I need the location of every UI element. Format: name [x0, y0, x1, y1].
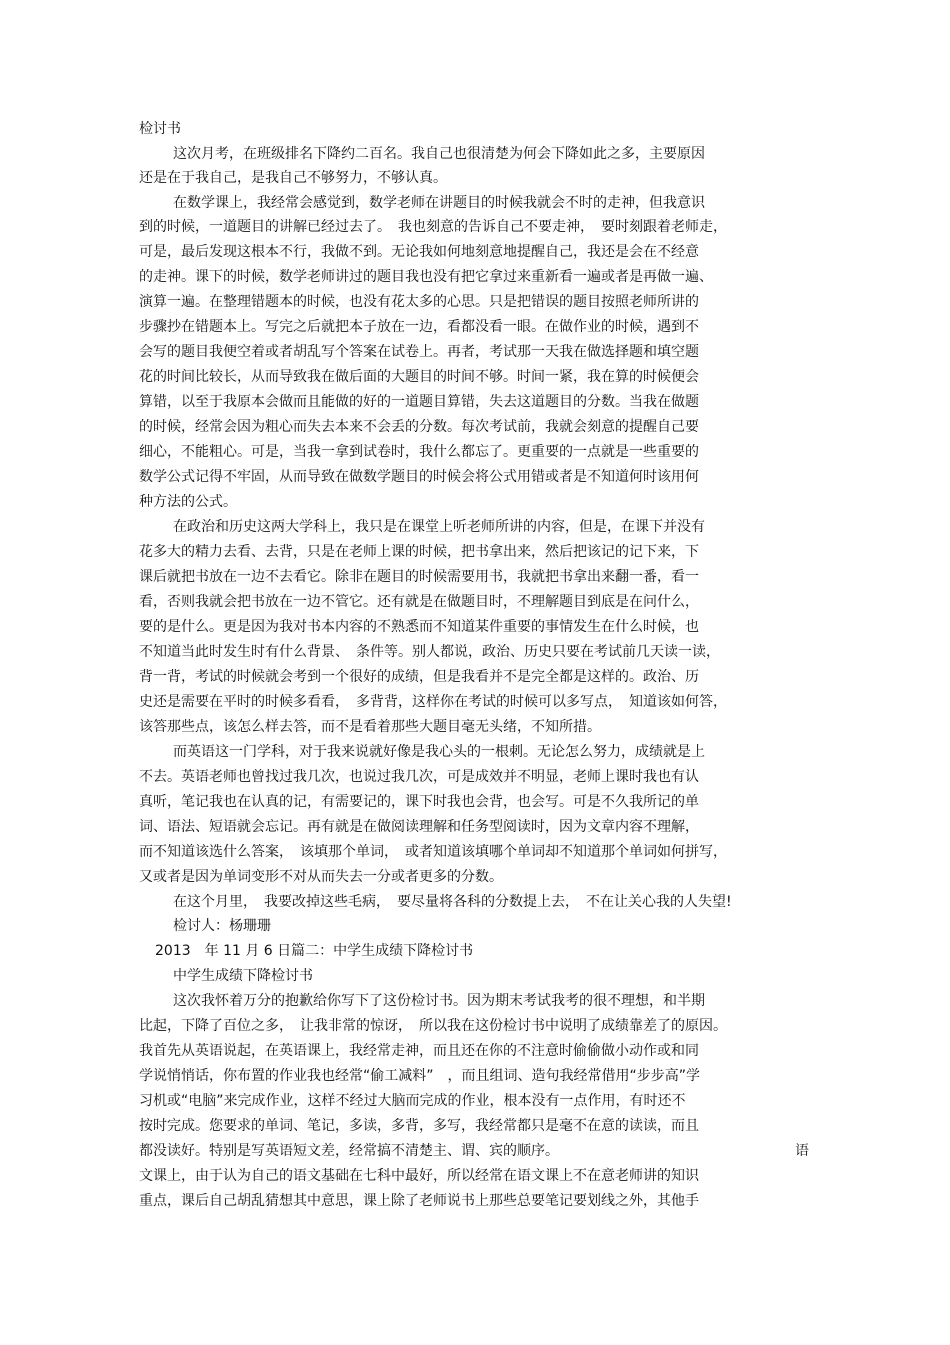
text-line: 比起，下降了百位之多， 让我非常的惊讶， 所以我在这份检讨书中说明了成绩靠差了的原因。 [139, 1018, 727, 1034]
text-line: 这次月考，在班级排名下降约二百名。我自己也很清楚为何会下降如此之多，主要原因 [173, 146, 705, 162]
text-line: 在数学课上，我经常会感觉到，数学老师在讲题目的时候我就会不时的走神，但我意识 [173, 195, 705, 211]
text-line: 种方法的公式。 [139, 494, 237, 510]
text-line: 按时完成。您要求的单词、笔记，多读，多背，多写，我经常都只是毫不在意的读读，而且 [139, 1118, 699, 1134]
signature-line: 检讨人：杨珊珊 [173, 918, 271, 934]
text-line: 还是在于我自己，是我自己不够努力，不够认真。 [139, 170, 447, 186]
text-line: 课后就把书放在一边不去看它。除非在题目的时候需要用书，我就把书拿出来翻一番，看一 [139, 569, 699, 585]
text-line: 花的时间比较长，从而导致我在做后面的大题目的时间不够。时间一紧，我在算的时候便会 [139, 369, 699, 385]
text-line: 步骤抄在错题本上。写完之后就把本子放在一边，看都没看一眼。在做作业的时候，遇到不 [139, 319, 699, 335]
text-line: 的走神。课下的时候，数学老师讲过的题目我也没有把它拿过来重新看一遍或者是再做一遍、 [139, 269, 713, 285]
text-line: 这次我怀着万分的抱歉给你写下了这份检讨书。因为期末考试我考的很不理想，和半期 [173, 993, 705, 1009]
date-heading: 2013 年 11 月 6 日篇二：中学生成绩下降检讨书 [155, 943, 474, 959]
text-line: 算错，以至于我原本会做而且能做的好的一道题目算错，失去这道题目的分数。当我在做题 [139, 394, 699, 410]
text-line: 要的是什么。更是因为我对书本内容的不熟悉而不知道某件重要的事情发生在什么时候，也 [139, 619, 699, 635]
text-line: 学说悄悄话，你布置的作业我也经常“偷工减料” ，而且组词、造句我经常借用“步步高”学 [139, 1068, 701, 1084]
text-line: 到的时候，一道题目的讲解已经过去了。 我也刻意的告诉自己不要走神， 要时刻跟着老师走， [139, 219, 727, 235]
text-line: 会写的题目我便空着或者胡乱写个答案在试卷上。再者，考试那一天我在做选择题和填空题 [139, 344, 699, 360]
text-line: 可是，最后发现这根本不行，我做不到。无论我如何地刻意地提醒自己，我还是会在不经意 [139, 244, 699, 260]
text-line: 的时候，经常会因为粗心而失去本来不会丢的分数。每次考试前，我就会刻意的提醒自己要 [139, 419, 699, 435]
text-line: 都没读好。特别是写英语短文差，经常搞不清楚主、谓、宾的顺序。 [139, 1143, 559, 1159]
text-line: 文课上，由于认为自己的语文基础在七科中最好，所以经常在语文课上不在意老师讲的知识 [139, 1168, 699, 1184]
text-line: 而英语这一门学科，对于我来说就好像是我心头的一根刺。无论怎么努力，成绩就是上 [173, 744, 705, 760]
text-line: 真听，笔记我也在认真的记，有需要记的，课下时我也会背，也会写。可是不久我所记的单 [139, 794, 699, 810]
text-line: 花多大的精力去看、去背，只是在老师上课的时候，把书拿出来，然后把该记的记下来，下 [139, 544, 699, 560]
text-line-fragment: 语 [795, 1143, 809, 1159]
text-line: 而不知道该选什么答案， 该填那个单词， 或者知道该填哪个单词却不知道那个单词如何拼写， [139, 844, 727, 860]
text-line: 演算一遍。在整理错题本的时候，也没有花太多的心思。只是把错误的题目按照老师所讲的 [139, 294, 699, 310]
text-line: 词、语法、短语就会忘记。再有就是在做阅读理解和任务型阅读时，因为文章内容不理解， [139, 819, 699, 835]
document-title: 检讨书 [139, 121, 181, 137]
text-line: 史还是需要在平时的时候多看看， 多背背，这样你在考试的时候可以多写点， 知道该如何答， [139, 694, 727, 710]
text-line: 在政治和历史这两大学科上，我只是在课堂上听老师所讲的内容，但是，在课下并没有 [173, 519, 705, 535]
text-line: 数学公式记得不牢固，从而导致在做数学题目的时候会将公式用错或者是不知道何时该用何 [139, 469, 699, 485]
text-line: 我首先从英语说起，在英语课上，我经常走神，而且还在你的不注意时偷偷做小动作或和同 [139, 1043, 699, 1059]
text-line: 不去。英语老师也曾找过我几次，也说过我几次，可是成效并不明显，老师上课时我也有认 [139, 769, 699, 785]
text-line: 在这个月里， 我要改掉这些毛病， 要尽量将各科的分数提上去， 不在让关心我的人失望! [173, 894, 732, 910]
text-line: 细心，不能粗心。可是，当我一拿到试卷时，我什么都忘了。更重要的一点就是一些重要的 [139, 444, 699, 460]
text-line: 又或者是因为单词变形不对从而失去一分或者更多的分数。 [139, 869, 503, 885]
text-line: 习机或“电脑”来完成作业，这样不经过大脑而完成的作业，根本没有一点作用，有时还不 [139, 1093, 686, 1109]
text-line: 背一背，考试的时候就会考到一个很好的成绩，但是我看并不是完全都是这样的。政治、历 [139, 669, 699, 685]
section-title: 中学生成绩下降检讨书 [173, 968, 313, 984]
text-line: 重点，课后自己胡乱猜想其中意思，课上除了老师说书上那些总要笔记要划线之外，其他手 [139, 1193, 699, 1209]
text-line: 该答那些点，该怎么样去答，而不是看着那些大题目毫无头绪，不知所措。 [139, 719, 601, 735]
text-line: 不知道当此时发生时有什么背景、 条件等。别人都说，政治、历史只要在考试前几天读一读， [139, 644, 720, 660]
text-line: 看，否则我就会把书放在一边不管它。还有就是在做题目时，不理解题目到底是在问什么， [139, 594, 699, 610]
